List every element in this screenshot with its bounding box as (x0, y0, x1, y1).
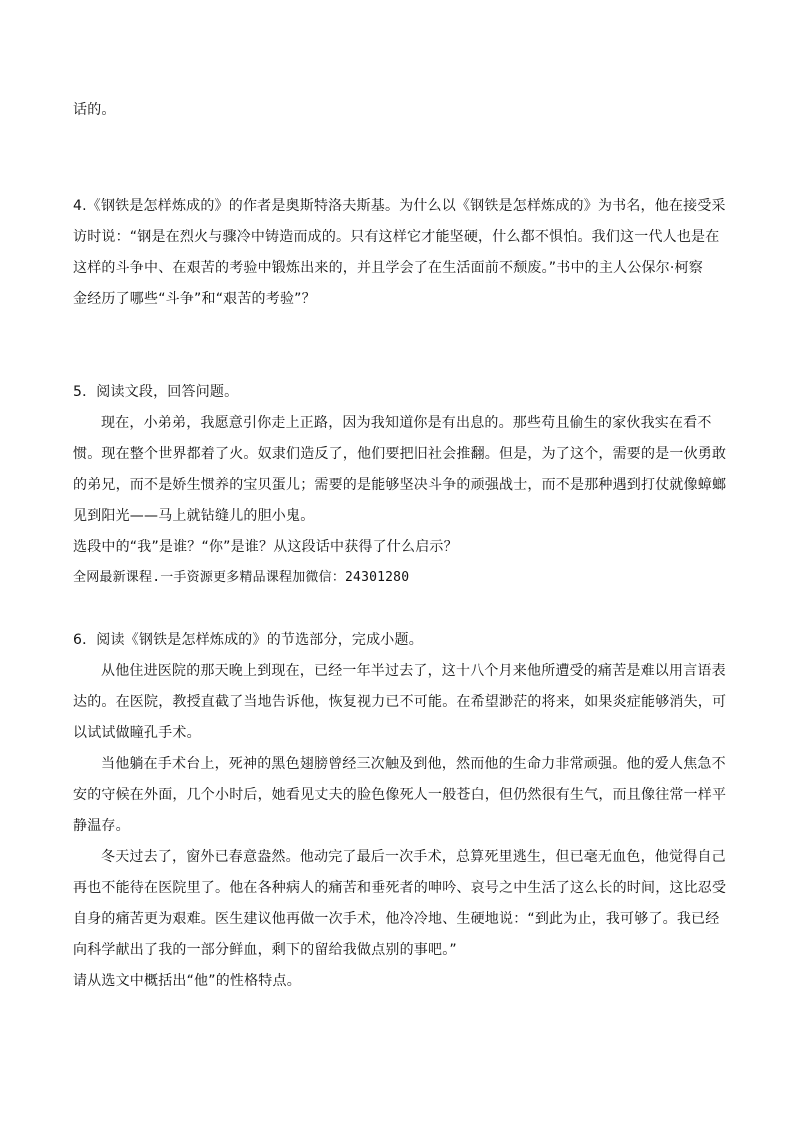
passage-line: 以试试做瞳孔手术。 (73, 725, 201, 741)
question-4-line: 访时说：“钢是在烈火与骤冷中铸造而成的。只有这样它才能坚硬，什么都不惧怕。我们这一代人也是在 (73, 229, 720, 245)
question-5-prompt: 选段中的“我”是谁？“你”是谁？从这段话中获得了什么启示？ (73, 539, 458, 555)
question-4-line: 金经历了哪些“斗争”和“艰苦的考验”？ (73, 291, 316, 307)
passage-line: 的弟兄，而不是娇生惯养的宝贝蛋儿；需要的是能够坚决斗争的顽强战士，而不是那种遇到打仗就像蟑螂 (73, 477, 727, 493)
question-4-line: 4.《钢铁是怎样炼成的》的作者是奥斯特洛夫斯基。为什么以《钢铁是怎样炼成的》为书名，他在接受采 (73, 198, 726, 214)
passage-line: 当他躺在手术台上，死神的黑色翅膀曾经三次触及到他，然而他的生命力非常顽强。他的爱人焦急不 (101, 756, 726, 772)
passage-line: 再也不能待在医院里了。他在各种病人的痛苦和垂死者的呻吟、哀号之中生活了这么长的时间，这比忍受 (73, 880, 727, 896)
question-6-title: 6．阅读《钢铁是怎样炼成的》的节选部分，完成小题。 (73, 632, 423, 648)
passage-line: 惯。现在整个世界都着了火。奴隶们造反了，他们要把旧社会推翻。但是，为了这个，需要的是一伙勇敢 (73, 446, 727, 462)
question-6-prompt: 请从选文中概括出“他”的性格特点。 (73, 973, 301, 989)
passage-line: 冬天过去了，窗外已春意盎然。他动完了最后一次手术，总算死里逃生，但已毫无血色，他觉得自己 (101, 849, 726, 865)
passage-line: 向科学献出了我的一部分鲜血，剩下的留给我做点别的事吧。” (73, 942, 457, 958)
passage-line: 自身的痛苦更为艰难。医生建议他再做一次手术，他冷冷地、生硬地说：“到此为止，我可够了。我已经 (73, 911, 720, 927)
question-5-title: 5．阅读文段，回答问题。 (73, 384, 239, 400)
passage-line: 现在，小弟弟，我愿意引你走上正路，因为我知道你是有出息的。那些苟且偷生的家伙我实在看不 (101, 415, 712, 431)
question-4-line: 这样的斗争中、在艰苦的考验中锻炼出来的，并且学会了在生活面前不颓废。”书中的主人公保尔·柯察 (73, 260, 703, 276)
passage-line: 从他住进医院的那天晚上到现在，已经一年半过去了，这十八个月来他所遭受的痛苦是难以用言语表 (101, 663, 726, 679)
passage-line: 见到阳光——马上就钻缝儿的胆小鬼。 (73, 508, 315, 524)
passage-line: 安的守候在外面，几个小时后，她看见丈夫的脸色像死人一般苍白，但仍然很有生气，而且像往常一样平 (73, 787, 727, 803)
passage-line: 静温存。 (73, 818, 130, 834)
text-line: 话的。 (73, 102, 116, 118)
passage-line: 达的。在医院，教授直截了当地告诉他，恢复视力已不可能。在希望渺茫的将来，如果炎症能够消失，可 (73, 694, 727, 710)
footer-note: 全网最新课程.一手资源更多精品课程加微信：24301280 (73, 570, 410, 585)
